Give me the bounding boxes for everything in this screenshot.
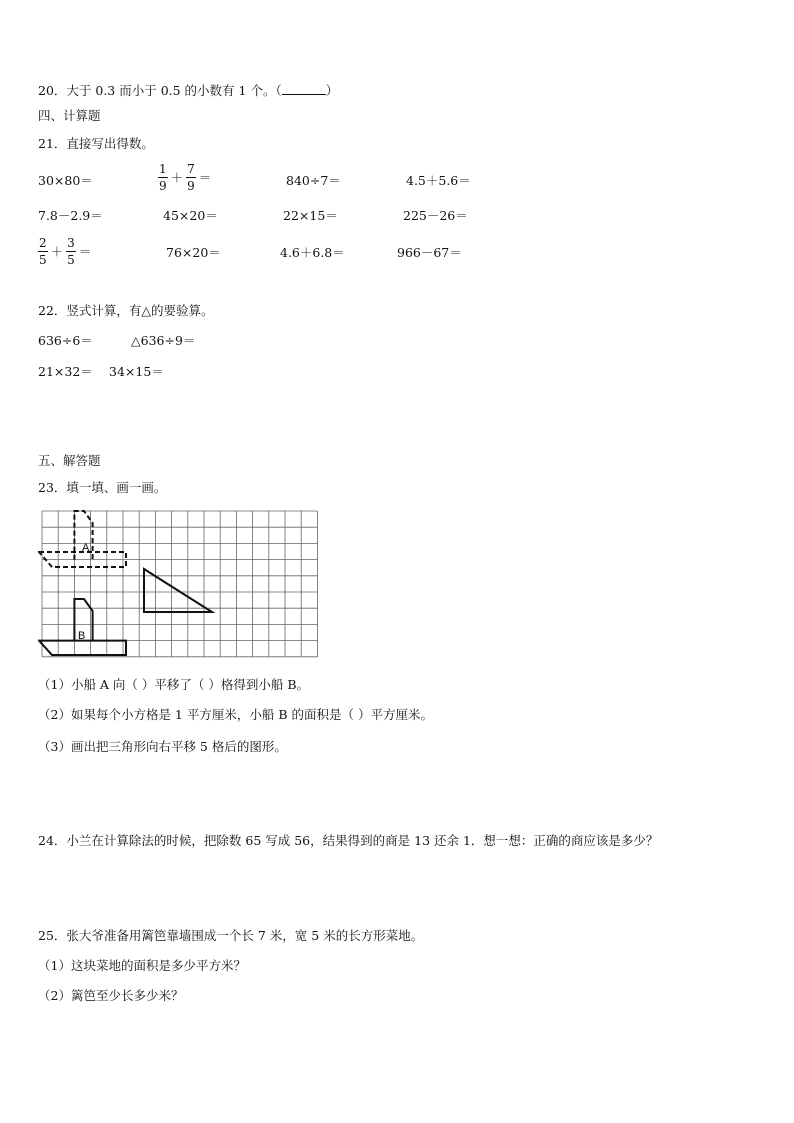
boat-a-label: A bbox=[82, 542, 90, 554]
calc-21-2a: 7.8－2.9＝ bbox=[38, 208, 103, 223]
fraction: $\frac{2}{5}$ bbox=[39, 236, 47, 267]
question-24: 24．小兰在计算除法的时候，把除数 65 写成 56，结果得到的商是 13 还余 1．想一想：正确的商应该是多少？ bbox=[38, 833, 659, 848]
fraction: $\frac{1}{9}$ bbox=[159, 162, 167, 193]
question-23-title: 23．填一填、画一画。 bbox=[38, 480, 167, 495]
calc-22-2a: 21×32＝ bbox=[38, 364, 93, 379]
calc-21-2b: 45×20＝ bbox=[163, 208, 218, 223]
question-20-close: ） bbox=[325, 83, 339, 98]
calc-21-3c: 4.6＋6.8＝ bbox=[280, 245, 345, 260]
fraction: $\frac{3}{5}$ bbox=[67, 236, 75, 267]
question-25-part-1: （1）这块菜地的面积是多少平方米？ bbox=[38, 958, 246, 973]
question-22-title: 22．竖式计算，有△的要验算。 bbox=[38, 303, 214, 318]
boat-b-label: B bbox=[78, 630, 86, 642]
calc-21-3a: $\frac{2}{5}$ ＋ $\frac{3}{5}$ ＝ bbox=[39, 236, 92, 267]
question-20 bbox=[38, 83, 338, 99]
section-5-heading: 五、解答题 bbox=[38, 453, 101, 468]
fraction: $\frac{7}{9}$ bbox=[187, 162, 195, 193]
question-25-part-2: （2）篱笆至少长多少米？ bbox=[38, 988, 184, 1003]
section-4-heading: 四、计算题 bbox=[38, 108, 101, 123]
calc-21-3b: 76×20＝ bbox=[166, 245, 221, 260]
calc-22-1a: 636÷6＝ bbox=[38, 333, 93, 348]
question-23-part-3: （3）画出把三角形向右平移 5 格后的图形。 bbox=[38, 739, 287, 754]
calc-21-1a: 30×80＝ bbox=[38, 173, 93, 188]
question-23-part-1: （1）小船 A 向（ ）平移了（ ）格得到小船 B。 bbox=[38, 677, 310, 692]
question-23-part-2: （2）如果每个小方格是 1 平方厘米，小船 B 的面积是（ ）平方厘米。 bbox=[38, 707, 433, 722]
grid-figure-svg bbox=[38, 509, 320, 659]
boat-a bbox=[39, 511, 126, 567]
calc-21-1c: 840÷7＝ bbox=[286, 173, 341, 188]
question-21-title: 21．直接写出得数。 bbox=[38, 136, 154, 151]
calc-21-2c: 22×15＝ bbox=[283, 208, 338, 223]
question-20-text: 20．大于 0.3 而小于 0.5 的小数有 1 个。（ bbox=[38, 83, 282, 98]
answer-blank[interactable] bbox=[282, 83, 326, 95]
boat-b bbox=[39, 599, 126, 655]
question-25-title: 25．张大爷准备用篱笆靠墙围成一个长 7 米，宽 5 米的长方形菜地。 bbox=[38, 928, 424, 943]
calc-21-1d: 4.5＋5.6＝ bbox=[406, 173, 471, 188]
calc-21-1b: $\frac{1}{9}$ ＋ $\frac{7}{9}$ ＝ bbox=[159, 162, 212, 193]
grid-figure bbox=[38, 509, 320, 659]
calc-22-1b: △636÷9＝ bbox=[131, 333, 196, 348]
calc-21-2d: 225－26＝ bbox=[403, 208, 468, 223]
calc-21-3d: 966－67＝ bbox=[397, 245, 462, 260]
calc-22-2b: 34×15＝ bbox=[109, 364, 164, 379]
